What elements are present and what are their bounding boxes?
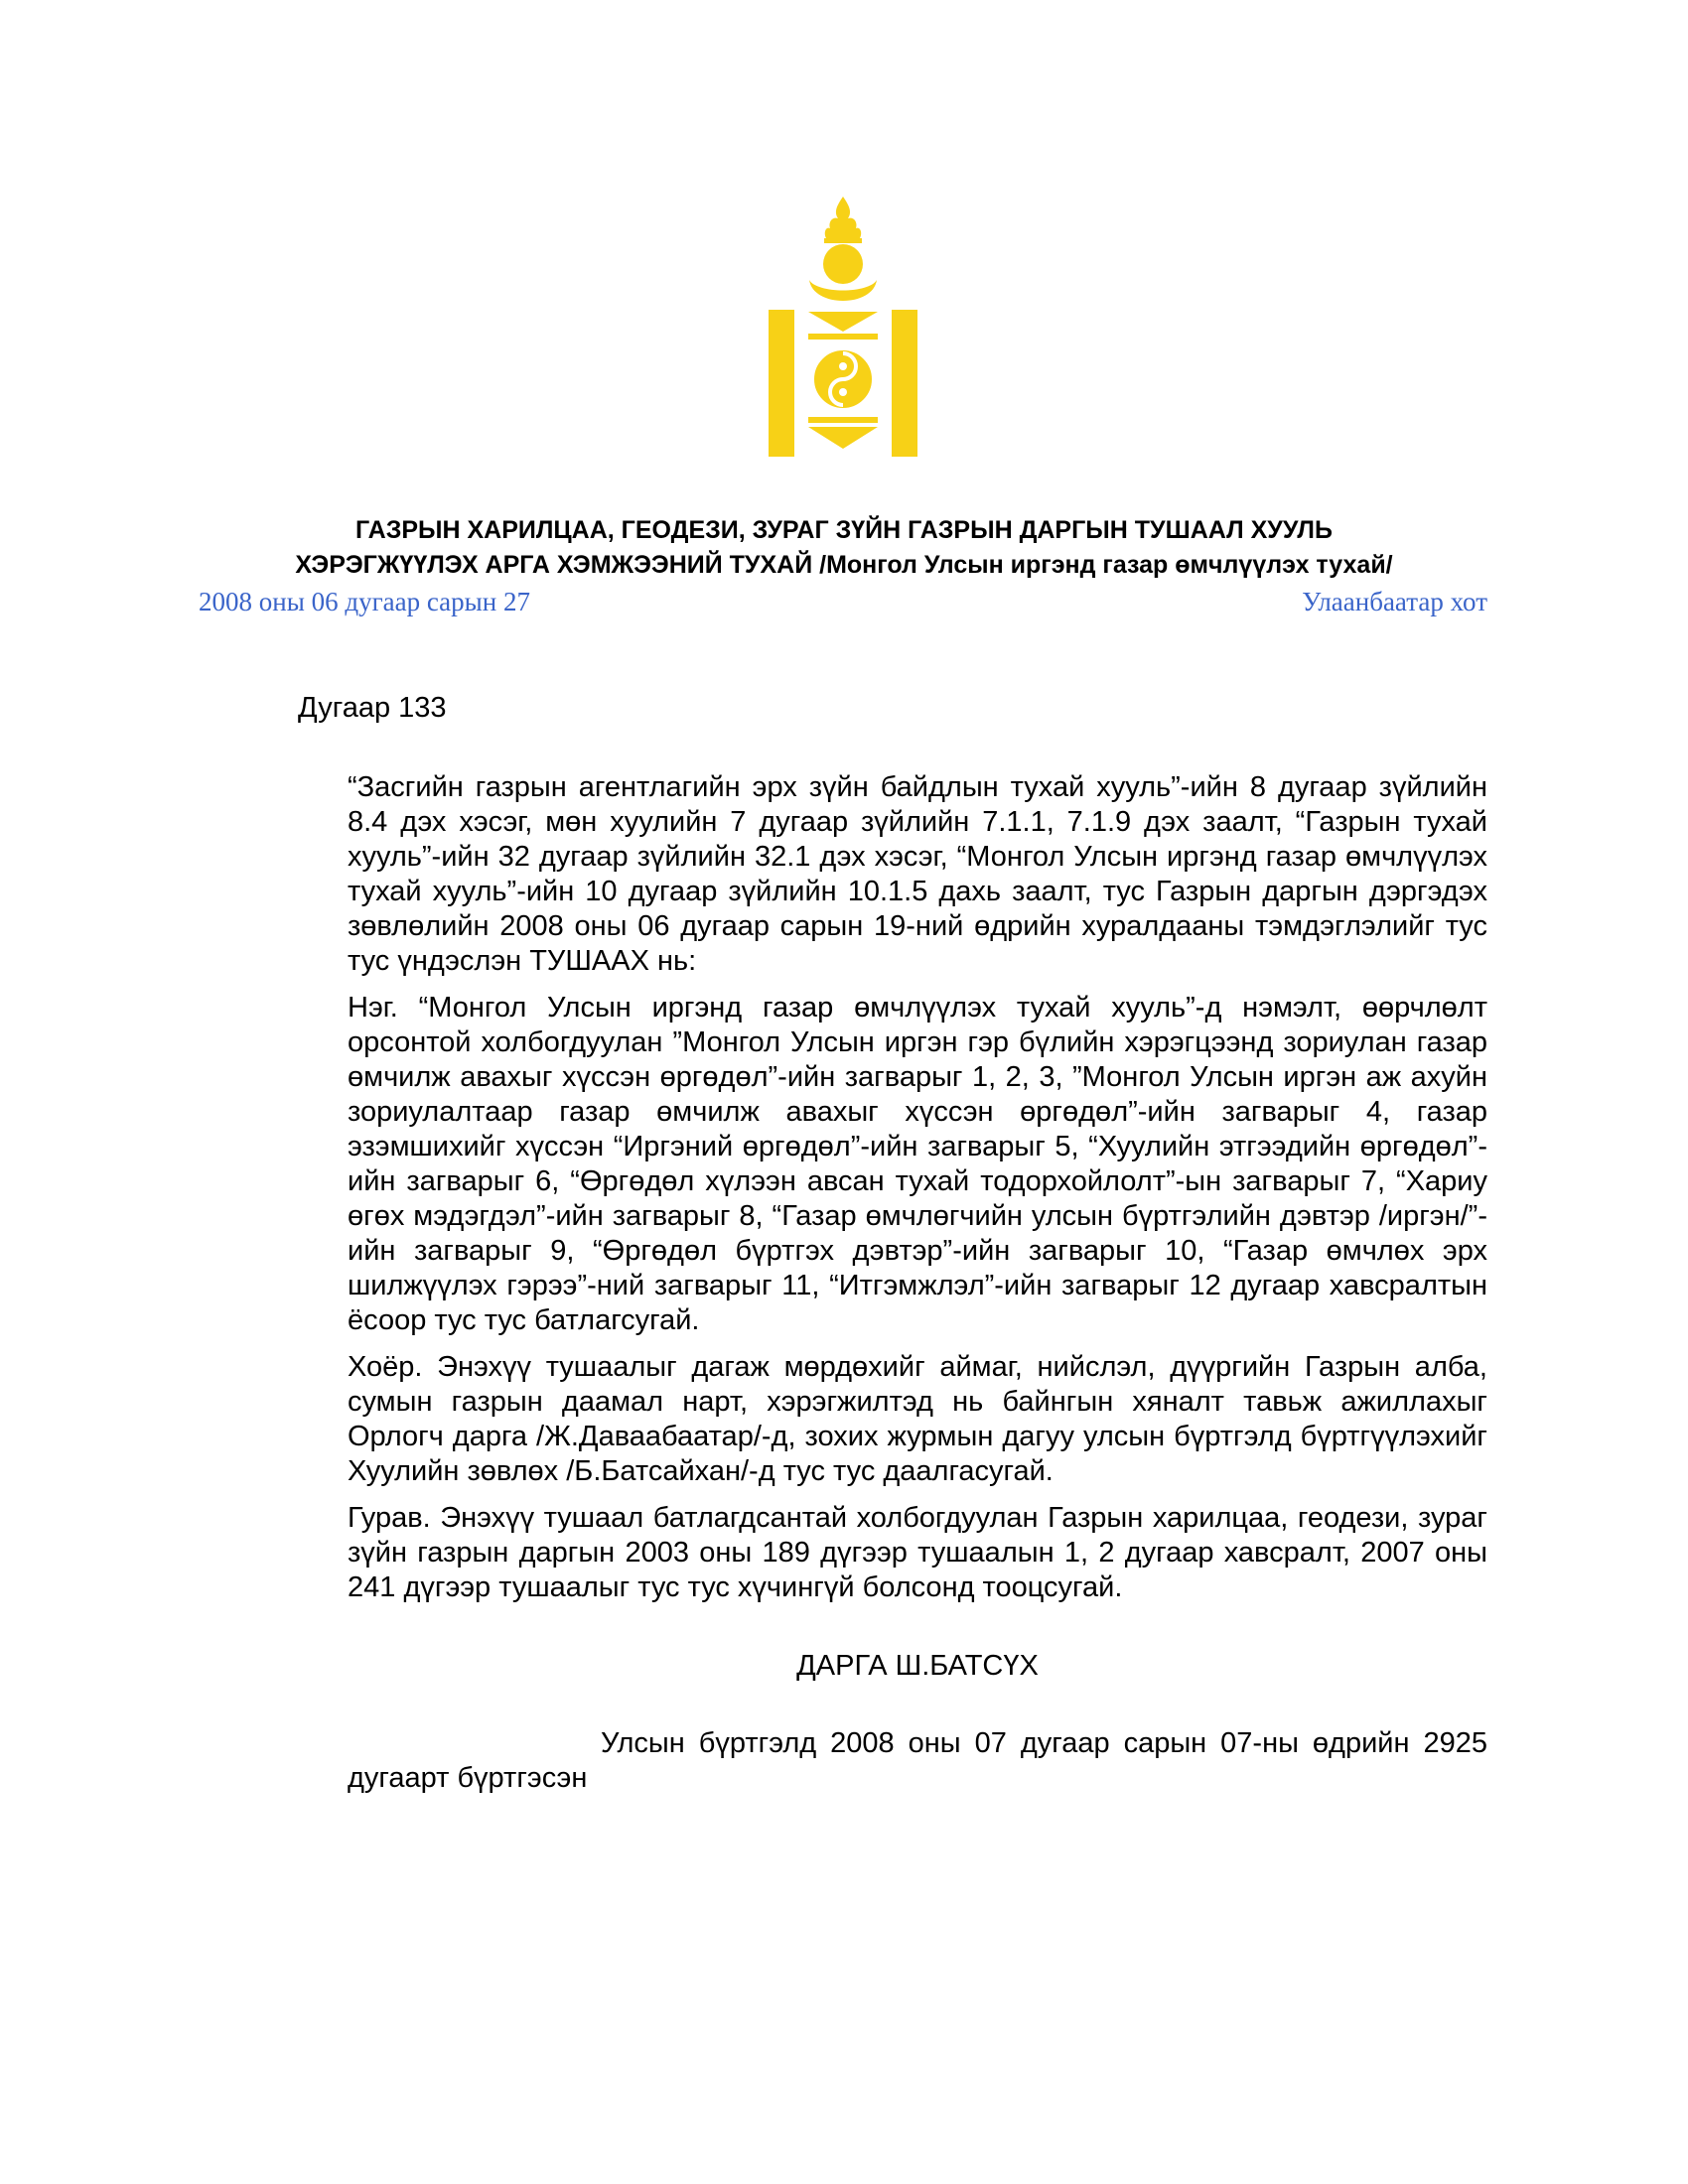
title-line-2: ХЭРЭГЖҮҮЛЭХ АРГА ХЭМЖЭЭНИЙ ТУХАЙ /Монгол Улсын иргэнд газар өмчлүүлэх тухай/ — [295, 551, 1393, 579]
paragraph-three: Гурав. Энэхүү тушаал батлагдсантай холбогдуулан Газрын харилцаа, геодези, зураг зүйн газрын даргын 2003 оны 189 дүгээр тушаалын 1, 2 дугаар хавсралт, 2007 оны 241 дүгээр тушаалыг тус тус хүчингүй болсонд тооцсугай. — [348, 1502, 1487, 1603]
document-number: Дугаар 133 — [298, 692, 447, 724]
paragraph-preamble: “Засгийн газрын агентлагийн эрх зүйн байдлын тухай хууль”-ийн 8 дугаар зүйлийн 8.4 дэх хэсэг, мөн хуулийн 7 дугаар зүйлийн 7.1.1, 7.1.9 дэх заалт, “Газрын тухай хууль”-ийн 32 дугаар зүйлийн 32.1 дэх хэсэг, “Монгол Улсын иргэнд газар өмчлүүлэх тухай хууль”-ийн 10 дугаар зүйлийн 10.1.5 дахь заалт, тус Газрын даргын дэргэдэх зөвлөлийн 2008 оны 06 дугаар сарын 19-ний өдрийн хуралдааны тэмдэглэлийг тус тус үндэслэн ТУШААХ нь: — [348, 771, 1487, 977]
document-body — [348, 770, 1487, 1617]
signature: ДАРГА Ш.БАТСҮХ — [796, 1650, 1039, 1682]
document-location: Улаанбаатар хот — [1302, 587, 1487, 616]
title-line-1: ГАЗРЫН ХАРИЛЦАА, ГЕОДЕЗИ, ЗУРАГ ЗҮЙН ГАЗРЫН ДАРГЫН ТУШААЛ ХУУЛЬ — [355, 516, 1333, 544]
document-date: 2008 оны 06 дугаар сарын 27 — [199, 587, 531, 616]
paragraph-one: Нэг. “Монгол Улсын иргэнд газар өмчлүүлэх тухай хууль”-д нэмэлт, өөрчлөлт орсонтой холбогдуулан ”Монгол Улсын иргэн гэр бүлийн хэрэгцээнд зориулан газар өмчилж авахыг хүссэн өргөдөл”-ийн загварыг 1, 2, 3, ”Монгол Улсын иргэн аж ахуйн зориулалтаар газар өмчилж авахыг хүссэн өргөдөл”-ийн загварыг 4, газар эзэмшихийг хүссэн “Иргэний өргөдөл”-ийн загварыг 5, “Хуулийн этгээдийн өргөдөл”-ийн загварыг 6, “Өргөдөл хүлээн авсан тухай тодорхойлолт”-ын загварыг 7, “Хариу өгөх мэдэгдэл”-ийн загварыг 8, “Газар өмчлөгчийн улсын бүртгэлийн дэвтэр /иргэн/”-ийн загварыг 9, “Өргөдөл бүртгэх дэвтэр”-ийн загварыг 10, “Газар өмчлөх эрх шилжүүлэх гэрээ”-ний загварыг 11, “Итгэмжлэл”-ийн загварыг 12 дугаар хавсралтын ёсоор тус тус батлагсугай. — [348, 992, 1487, 1336]
registration-note: Улсын бүртгэлд 2008 оны 07 дугаар сарын 07-ны өдрийн 2925 дугаарт бүртгэсэн — [348, 1727, 1487, 1794]
soyombo-emblem-icon — [769, 195, 917, 457]
document-title — [139, 513, 1549, 583]
paragraph-two: Хоёр. Энэхүү тушаалыг дагаж мөрдөхийг аймаг, нийслэл, дүүргийн Газрын алба, сумын газрын даамал нарт, хэрэгжилтэд нь байнгын хяналт тавьж ажиллахыг Орлогч дарга /Ж.Даваабаатар/-д, зохих журмын дагуу улсын бүртгэлд бүртгүүлэхийг Хуулийн зөвлөх /Б.Батсайхан/-д тус тус даалгасугай. — [348, 1351, 1487, 1487]
